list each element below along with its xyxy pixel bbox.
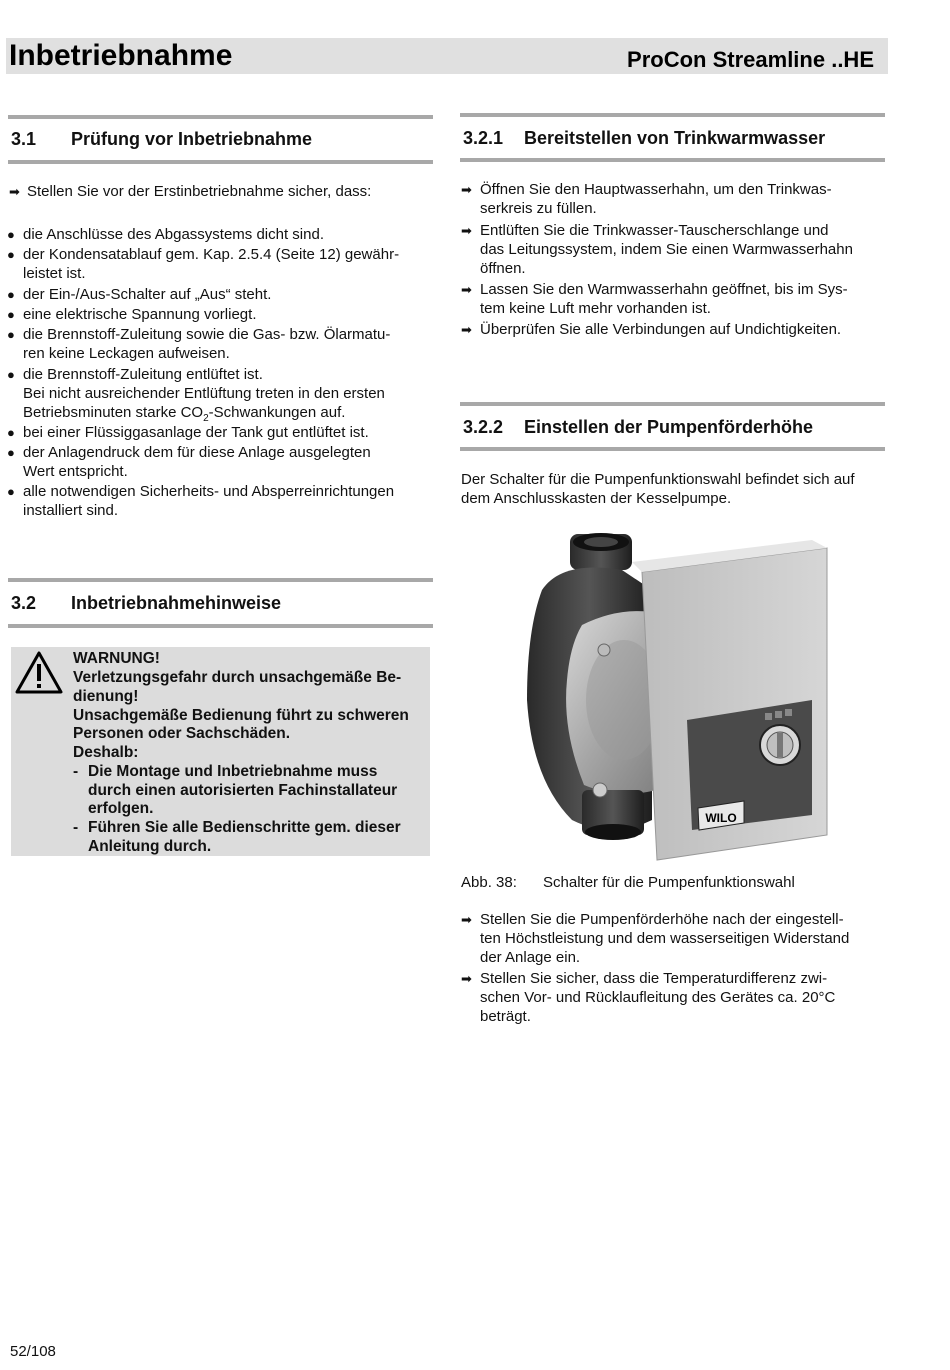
list-item: eine elektrische Spannung vorliegt. (23, 306, 257, 323)
list-item-continued: ren keine Leckagen aufweisen. (23, 345, 230, 362)
pump-figure (512, 530, 832, 868)
intro-text: Stellen Sie vor der Erstinbetriebnahme sicher, dass: (27, 183, 372, 200)
warning-dash: - (73, 819, 79, 836)
list-item: der Ein-/Aus-Schalter auf „Aus“ steht. (23, 286, 272, 303)
list-item: der Anlagendruck dem für diese Anlage ausgelegten (23, 444, 371, 461)
warning-triangle-icon (15, 650, 63, 694)
list-item-continued: Wert entspricht. (23, 463, 128, 480)
step-text-continued: öffnen. (480, 260, 526, 277)
figure-caption: Schalter für die Pumpenfunktionswahl (543, 874, 795, 891)
step-text-continued: serkreis zu füllen. (480, 200, 597, 217)
step-text-continued: schen Vor- und Rücklaufleitung des Gerätes ca. 20°C (480, 989, 836, 1006)
paragraph-text: dem Anschlusskasten der Kesselpumpe. (461, 490, 732, 507)
section-number: 3.2 (11, 593, 37, 613)
bullet-icon: ● (7, 445, 15, 460)
step-text: Stellen Sie die Pumpenförderhöhe nach der eingestell- (480, 911, 844, 928)
page-title: Inbetriebnahme (9, 39, 233, 72)
warning-heading: WARNUNG! (73, 650, 160, 667)
section-number: 3.1 (11, 129, 37, 149)
list-item: die Brennstoff-Zuleitung sowie die Gas- bzw. Ölarmatu- (23, 326, 391, 343)
warning-item: Führen Sie alle Bedienschritte gem. dieser (88, 819, 401, 836)
list-item: bei einer Flüssiggasanlage der Tank gut entlüftet ist. (23, 424, 369, 441)
warning-item-continued: durch einen autorisierten Fachinstallateur (88, 782, 398, 799)
list-item: der Kondensatablauf gem. Kap. 2.5.4 (Seite 12) gewähr- (23, 246, 400, 263)
warning-text: Unsachgemäße Bedienung führt zu schweren (73, 707, 409, 724)
step-text: Entlüften Sie die Trinkwasser-Tauscherschlange und (480, 222, 829, 239)
step-text-continued: der Anlage ein. (480, 949, 581, 966)
bullet-icon: ● (7, 287, 15, 302)
bullet-icon: ● (7, 227, 15, 242)
section-title: Prüfung vor Inbetriebnahme (71, 129, 313, 149)
section-rule-top (8, 115, 433, 119)
bullet-icon: ● (7, 327, 15, 342)
step-text: Stellen Sie sicher, dass die Temperaturdifferenz zwi- (480, 970, 828, 987)
section-title: Einstellen der Pumpenförderhöhe (524, 417, 814, 437)
section-rule-bottom (460, 158, 885, 162)
bullet-icon: ● (7, 425, 15, 440)
bullet-icon: ● (7, 367, 15, 382)
list-item: alle notwendigen Sicherheits- und Absperreinrichtungen (23, 483, 395, 500)
list-item: die Brennstoff-Zuleitung entlüftet ist. (23, 366, 263, 383)
section-number: 3.2.2 (463, 417, 504, 437)
list-item: die Anschlüsse des Abgassystems dicht sind. (23, 226, 324, 243)
step-text: Überprüfen Sie alle Verbindungen auf Undichtigkeiten. (480, 321, 842, 338)
warning-text: Personen oder Sachschäden. (73, 725, 291, 742)
arrow-icon: ➡ (9, 184, 20, 199)
page-header (6, 38, 888, 74)
paragraph-text: Der Schalter für die Pumpenfunktionswahl befindet sich auf (461, 471, 855, 488)
arrow-icon: ➡ (461, 182, 472, 197)
warning-text: Verletzungsgefahr durch unsachgemäße Be- (73, 669, 402, 686)
warning-item-continued: Anleitung durch. (88, 838, 212, 855)
figure-label: Abb. 38: (461, 874, 517, 891)
bullet-icon: ● (7, 307, 15, 322)
section-rule-top (460, 402, 885, 406)
list-item-continued: Bei nicht ausreichender Entlüftung treten in den ersten (23, 385, 385, 402)
list-item-continued: leistet ist. (23, 265, 86, 282)
warning-dash: - (73, 763, 79, 780)
warning-item: Die Montage und Inbetriebnahme muss (88, 763, 378, 780)
step-text: Öffnen Sie den Hauptwasserhahn, um den Trinkwas- (480, 181, 832, 198)
page-number: 52/108 (10, 1343, 56, 1360)
warning-text: dienung! (73, 688, 139, 705)
brand-logo: WILO (705, 811, 737, 825)
arrow-icon: ➡ (461, 322, 472, 337)
arrow-icon: ➡ (461, 282, 472, 297)
step-text-continued: tem keine Luft mehr vorhanden ist. (480, 300, 711, 317)
section-rule-bottom (8, 624, 433, 628)
bullet-icon: ● (7, 484, 15, 499)
arrow-icon: ➡ (461, 912, 472, 927)
section-rule-top (8, 578, 433, 582)
list-item-continued: installiert sind. (23, 502, 119, 519)
section-rule-bottom (8, 160, 433, 164)
warning-text: Deshalb: (73, 744, 139, 761)
step-text-continued: ten Höchstleistung und dem wasserseitigen Widerstand (480, 930, 850, 947)
arrow-icon: ➡ (461, 223, 472, 238)
product-name: ProCon Streamline ..HE (627, 47, 874, 72)
list-item-continued: Betriebsminuten starke $CO_2$-Schwankungen auf. (23, 404, 346, 424)
section-rule-bottom (460, 447, 885, 451)
section-title: Bereitstellen von Trinkwarmwasser (524, 128, 826, 148)
section-number: 3.2.1 (463, 128, 504, 148)
arrow-icon: ➡ (461, 971, 472, 986)
step-text-continued: das Leitungssystem, indem Sie einen Warmwasserhahn (480, 241, 853, 258)
bullet-icon: ● (7, 247, 15, 262)
step-text-continued: beträgt. (480, 1008, 531, 1025)
section-rule-top (460, 113, 885, 117)
warning-item-continued: erfolgen. (88, 800, 154, 817)
step-text: Lassen Sie den Warmwasserhahn geöffnet, bis im Sys- (480, 281, 848, 298)
section-title: Inbetriebnahmehinweise (71, 593, 282, 613)
